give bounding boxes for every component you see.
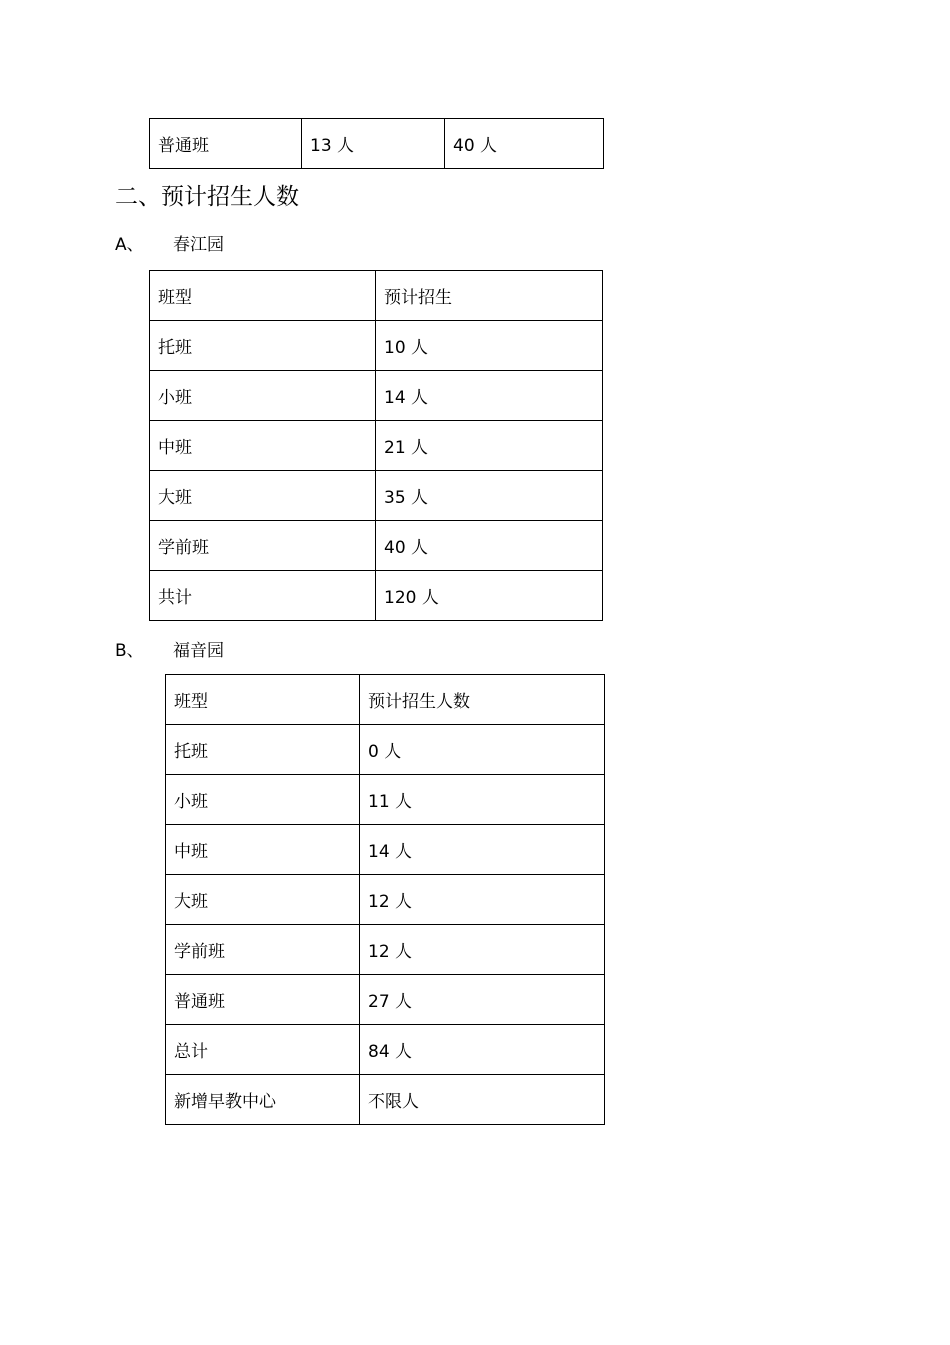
subsection-b-letter: B、	[115, 641, 144, 661]
table-cell: 40 人	[376, 521, 603, 571]
table-row	[150, 321, 603, 371]
table-cell: 学前班	[166, 925, 360, 975]
table-row	[150, 371, 603, 421]
subsection-b-name: 福音园	[173, 641, 224, 661]
table-row	[150, 471, 603, 521]
table-cell: 普通班	[166, 975, 360, 1025]
table-header-row	[166, 675, 605, 725]
table-row	[166, 1075, 605, 1125]
table-row	[150, 521, 603, 571]
subsection-a-letter: A、	[115, 235, 144, 255]
table-cell: 35 人	[376, 471, 603, 521]
table-cell: 11 人	[360, 775, 605, 825]
table-cell: 40 人	[445, 119, 604, 169]
table-header-cell: 班型	[150, 271, 376, 321]
table-cell: 普通班	[150, 119, 302, 169]
subsection-a-title	[115, 233, 224, 257]
table-cell: 新增早教中心	[166, 1075, 360, 1125]
table-cell: 27 人	[360, 975, 605, 1025]
top-table	[149, 118, 604, 169]
table-cell: 中班	[166, 825, 360, 875]
table-cell: 共计	[150, 571, 376, 621]
table-cell: 13 人	[302, 119, 445, 169]
table-cell: 12 人	[360, 925, 605, 975]
table-cell: 小班	[166, 775, 360, 825]
table-row	[166, 825, 605, 875]
enrollment-table-b	[165, 674, 605, 1125]
table-cell: 学前班	[150, 521, 376, 571]
table-cell: 不限人	[360, 1075, 605, 1125]
table-cell: 12 人	[360, 875, 605, 925]
table-row	[150, 421, 603, 471]
table-row	[166, 925, 605, 975]
table-cell: 大班	[166, 875, 360, 925]
table-cell: 总计	[166, 1025, 360, 1075]
table-cell: 14 人	[360, 825, 605, 875]
table-cell: 托班	[166, 725, 360, 775]
table-row	[166, 1025, 605, 1075]
section-heading: 二、预计招生人数	[115, 184, 299, 210]
table-header-row	[150, 271, 603, 321]
table-cell: 托班	[150, 321, 376, 371]
subsection-b-title	[115, 639, 224, 663]
table-cell: 10 人	[376, 321, 603, 371]
table-cell: 0 人	[360, 725, 605, 775]
table-row	[150, 119, 604, 169]
table-cell: 中班	[150, 421, 376, 471]
table-row	[166, 725, 605, 775]
table-cell: 14 人	[376, 371, 603, 421]
table-row	[166, 875, 605, 925]
table-cell: 120 人	[376, 571, 603, 621]
table-header-cell: 预计招生人数	[360, 675, 605, 725]
table-header-cell: 预计招生	[376, 271, 603, 321]
table-cell: 21 人	[376, 421, 603, 471]
table-row	[166, 775, 605, 825]
table-header-cell: 班型	[166, 675, 360, 725]
table-cell: 大班	[150, 471, 376, 521]
enrollment-table-a	[149, 270, 603, 621]
table-row	[150, 571, 603, 621]
table-cell: 小班	[150, 371, 376, 421]
table-cell: 84 人	[360, 1025, 605, 1075]
table-row	[166, 975, 605, 1025]
subsection-a-name: 春江园	[173, 235, 224, 255]
